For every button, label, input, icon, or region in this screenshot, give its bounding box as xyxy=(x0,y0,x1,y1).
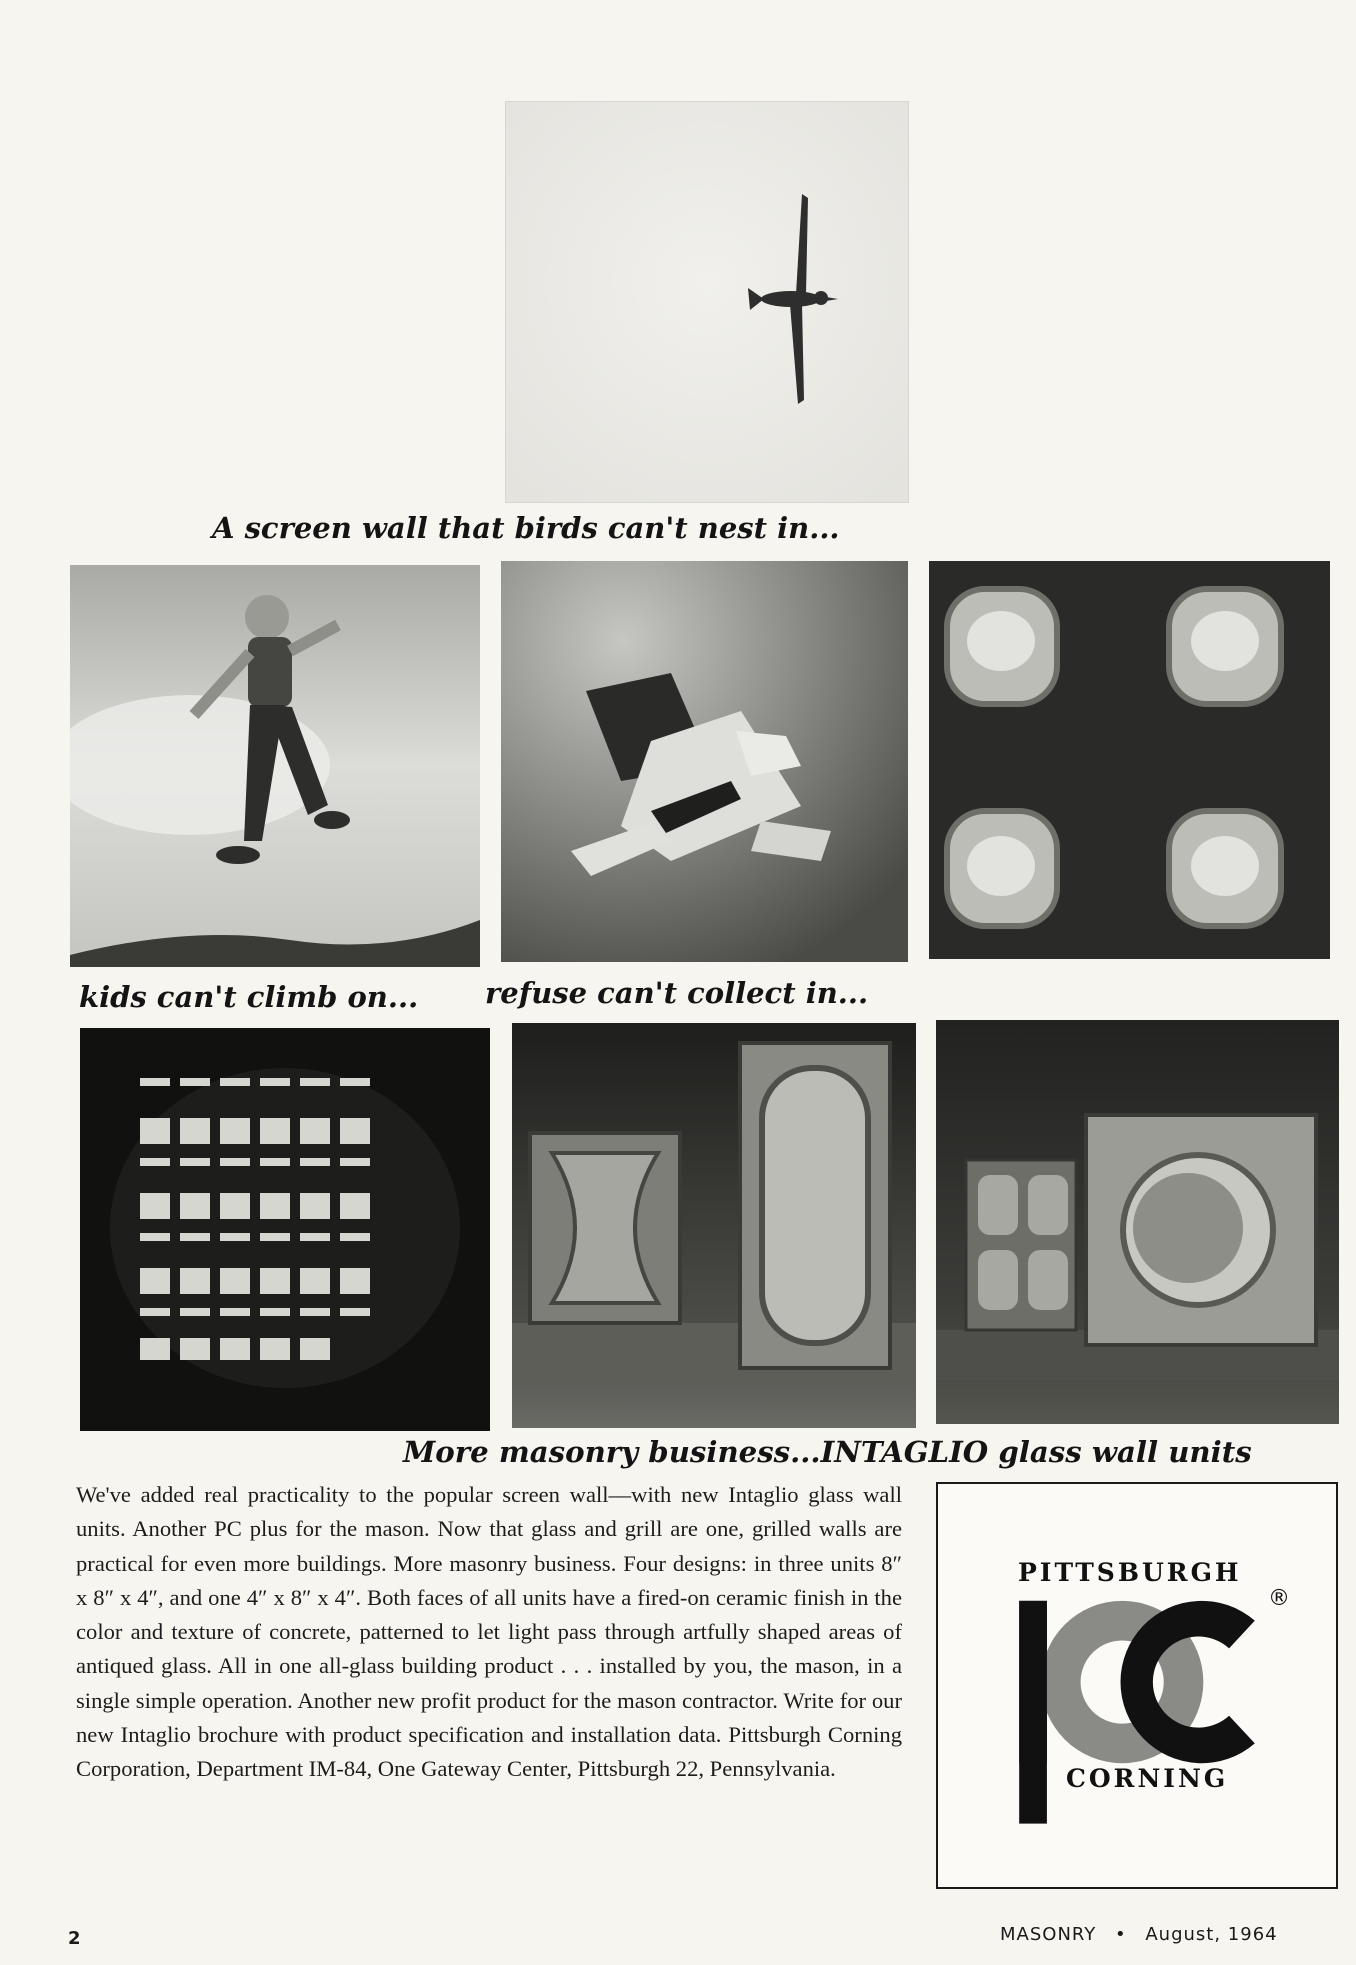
pittsburgh-corning-logo xyxy=(936,1482,1338,1889)
headline: More masonry business...INTAGLIO glass wall units xyxy=(403,1435,1252,1469)
caption-birds: A screen wall that birds can't nest in... xyxy=(212,511,840,545)
bird-illustration xyxy=(506,102,908,502)
caption-kids: kids can't climb on... xyxy=(79,980,419,1014)
body-copy: We've added real practicality to the popular screen wall—with new Intaglio glass wall units. Another PC plus for the mason. Now that glass and grill are one, grilled walls are practical for even more buildings. More masonry business. Four designs: in three units 8″ x 8″ x 4″, and one 4″ x 8″ x 4″. Both faces of all units have a fired-on ceramic finish in the color and texture of concrete, patterned to let light pass through artfully shaped areas of antiqued glass. All in one all-glass building product . . . installed by you, the mason, in a single simple operation. Another new profit product for the mason contractor. Write for our new Intaglio brochure with product specification and installation data. Pittsburgh Corning Corporation, Department IM-84, One Gateway Center, Pittsburgh 22, Pennsylvania. xyxy=(76,1482,902,1782)
intaglio-small-block-unit xyxy=(966,1160,1076,1330)
footer-publication xyxy=(1000,1924,1278,1945)
photo-intaglio-units-round xyxy=(936,1020,1339,1424)
photo-refuse-pile xyxy=(501,561,908,962)
logo-top-text: PITTSBURGH xyxy=(1018,1558,1242,1587)
photo-grill-wall xyxy=(80,1028,490,1431)
intaglio-round-unit xyxy=(1086,1115,1316,1345)
separator-dot: • xyxy=(1115,1924,1127,1945)
photo-glass-blocks-closeup xyxy=(929,561,1330,959)
publication-name: MASONRY xyxy=(1000,1924,1097,1945)
intaglio-oval-unit xyxy=(740,1043,890,1368)
caption-refuse: refuse can't collect in... xyxy=(485,976,869,1010)
photo-bird-in-sky xyxy=(505,101,909,503)
pc-logo-icon xyxy=(938,1484,1336,1887)
intaglio-hourglass-unit xyxy=(530,1133,680,1323)
issue-date: August, 1964 xyxy=(1145,1924,1278,1945)
registered-mark: ® xyxy=(1268,1586,1290,1611)
photo-intaglio-units xyxy=(512,1023,916,1428)
logo-bottom-text: CORNING xyxy=(1066,1764,1229,1793)
photo-boy-jumping xyxy=(70,565,480,967)
page-number: 2 xyxy=(68,1928,81,1949)
